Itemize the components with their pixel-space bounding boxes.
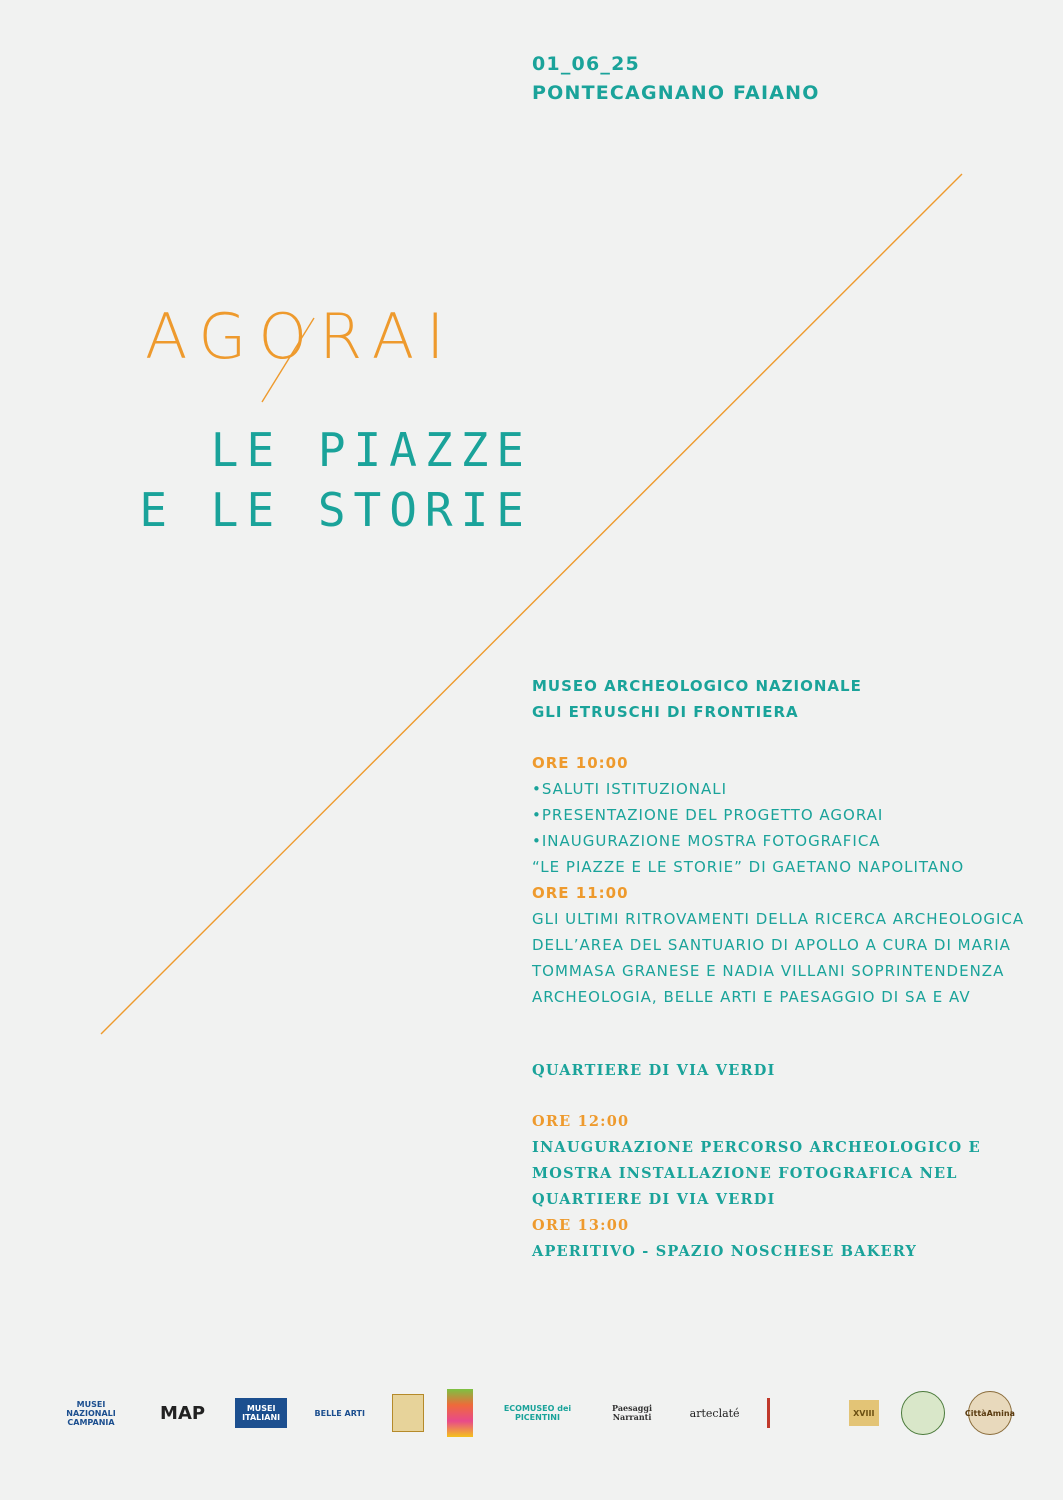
museum-line1: MUSEO ARCHEOLOGICO NAZIONALE (532, 677, 862, 695)
round-badge-logo (901, 1391, 945, 1435)
main-title-line2: E LE STORIE (139, 483, 532, 537)
time-10: ORE 10:00 (532, 754, 629, 772)
program-desc: DELL’AREA DEL SANTUARIO DI APOLLO A CURA DI MARIA (532, 936, 1011, 954)
musei-italiani-logo: MUSEI ITALIANI (235, 1398, 287, 1428)
event-place: PONTECAGNANO FAIANO (532, 82, 820, 104)
belle-arti-logo: BELLE ARTI (314, 1408, 365, 1418)
main-title (52, 420, 532, 540)
xviii-logo: XVIII (849, 1400, 879, 1426)
time-13: ORE 13:00 (532, 1217, 630, 1234)
quartiere-heading: QUARTIERE DI VIA VERDI (532, 1062, 776, 1079)
event-date: 01_06_25 (532, 53, 640, 75)
program-item: •SALUTI ISTITUZIONALI (532, 780, 728, 798)
museum-line2: GLI ETRUSCHI DI FRONTIERA (532, 703, 799, 721)
time-12: ORE 12:00 (532, 1113, 630, 1130)
program-desc: ARCHEOLOGIA, BELLE ARTI E PAESAGGIO DI SA E AV (532, 988, 971, 1006)
arteclate-logo: arteclaté (689, 1406, 740, 1420)
program-quartiere (532, 1109, 981, 1265)
pontecagnano-crest-logo (392, 1394, 424, 1432)
pandora-logo (767, 1398, 826, 1428)
agorai-logo-rai: RAI (319, 300, 457, 373)
time-11: ORE 11:00 (532, 884, 629, 902)
program-desc: INAUGURAZIONE PERCORSO ARCHEOLOGICO E (532, 1139, 981, 1156)
museum-heading (532, 673, 862, 725)
ecomuseo-logo: ECOMUSEO dei PICENTINI (503, 1404, 572, 1422)
program-museum (532, 750, 1024, 1010)
colatora-logo (447, 1389, 473, 1437)
sponsor-logos (52, 1388, 1015, 1438)
program-item: •PRESENTAZIONE DEL PROGETTO AGORAI (532, 806, 884, 824)
map-logo: MAP (160, 1402, 206, 1424)
header (532, 50, 820, 108)
main-title-line1: LE PIAZZE (210, 423, 532, 477)
program-desc: APERITIVO - SPAZIO NOSCHESE BAKERY (532, 1243, 918, 1260)
program-desc: MOSTRA INSTALLAZIONE FOTOGRAFICA NEL (532, 1165, 958, 1182)
program-desc: TOMMASA GRANESE E NADIA VILLANI SOPRINTENDENZA (532, 962, 1005, 980)
program-item: •INAUGURAZIONE MOSTRA FOTOGRAFICA (532, 832, 881, 850)
program-desc: QUARTIERE DI VIA VERDI (532, 1191, 776, 1208)
agorai-logo (145, 300, 456, 373)
paesaggi-narranti-logo: Paesaggi Narranti (612, 1403, 653, 1422)
program-item: “LE PIAZZE E LE STORIE” DI GAETANO NAPOLITANO (532, 858, 965, 876)
agorai-logo-ago: AGO (145, 300, 320, 373)
citta-amina-logo: CittàAmina (968, 1391, 1012, 1435)
musei-campania-logo: MUSEI NAZIONALI CAMPANIA (66, 1399, 116, 1427)
program-desc: GLI ULTIMI RITROVAMENTI DELLA RICERCA ARCHEOLOGICA (532, 910, 1025, 928)
